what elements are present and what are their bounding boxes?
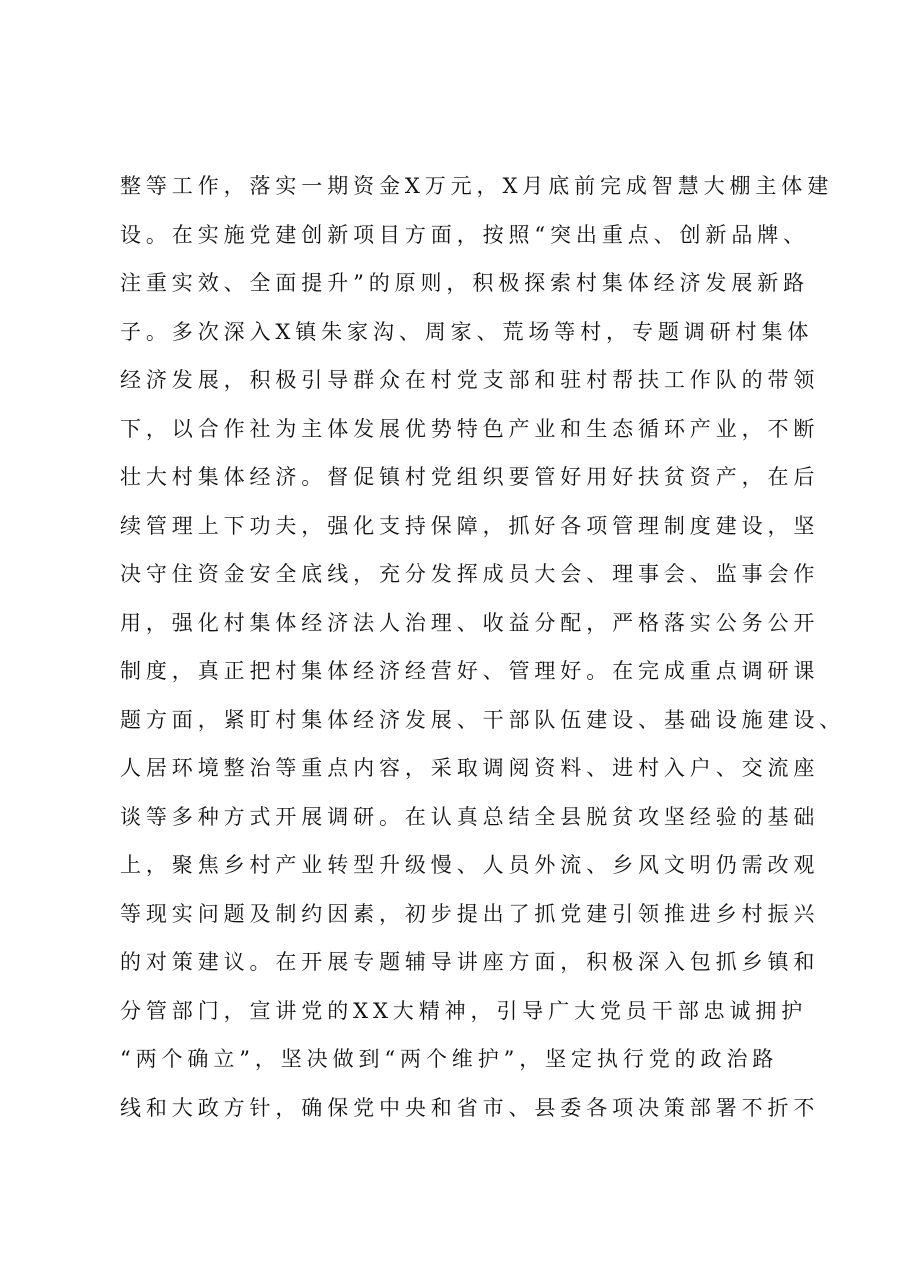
- text-line: 人居环境整治等重点内容，采取调阅资料、进村入户、交流座: [120, 756, 820, 780]
- body-text: [120, 162, 846, 1132]
- text-line: 决守住资金安全底线，充分发挥成员大会、理事会、监事会作: [120, 562, 820, 586]
- text-line: 壮大村集体经济。督促镇村党组织要管好用好扶贫资产，在后: [120, 465, 820, 489]
- text-line: 用，强化村集体经济法人治理、收益分配，严格落实公务公开: [120, 610, 820, 635]
- text-line: 的对策建议。在开展专题辅导讲座方面，积极深入包抓乡镇和: [120, 950, 820, 974]
- text-line: 下，以合作社为主体发展优势特色产业和生态循环产业，不断: [120, 416, 820, 441]
- text-line: 经济发展，积极引导群众在村党支部和驻村帮扶工作队的带领: [120, 368, 820, 392]
- text-line: 续管理上下功夫，强化支持保障，抓好各项管理制度建设，坚: [120, 513, 820, 538]
- text-line: 注重实效、全面提升”的原则，积极探索村集体经济发展新路: [120, 271, 810, 295]
- text-line: 线和大政方针，确保党中央和省市、县委各项决策部署不折不: [120, 1095, 820, 1120]
- text-line: 等现实问题及制约因素，初步提出了抓党建引领推进乡村振兴: [120, 901, 820, 926]
- text-line: 制度，真正把村集体经济经营好、管理好。在完成重点调研课: [120, 659, 820, 683]
- text-line: 整等工作，落实一期资金X万元，X月底前完成智慧大棚主体建: [120, 174, 834, 198]
- text-line: 上，聚焦乡村产业转型升级慢、人员外流、乡风文明仍需改观: [120, 853, 820, 877]
- text-line: 分管部门，宣讲党的XX大精神，引导广大党员干部忠诚拥护: [120, 998, 808, 1023]
- text-line: 题方面，紧盯村集体经济发展、干部队伍建设、基础设施建设、: [120, 707, 846, 732]
- text-line: 谈等多种方式开展调研。在认真总结全县脱贫攻坚经验的基础: [120, 804, 820, 829]
- text-line: 设。在实施党建创新项目方面，按照“突出重点、创新品牌、: [120, 222, 810, 247]
- text-line: 子。多次深入X镇朱家沟、周家、荒场等村，专题调研村集体: [120, 319, 814, 344]
- text-line: “两个确立”，坚决做到“两个维护”，坚定执行党的政治路: [120, 1047, 779, 1071]
